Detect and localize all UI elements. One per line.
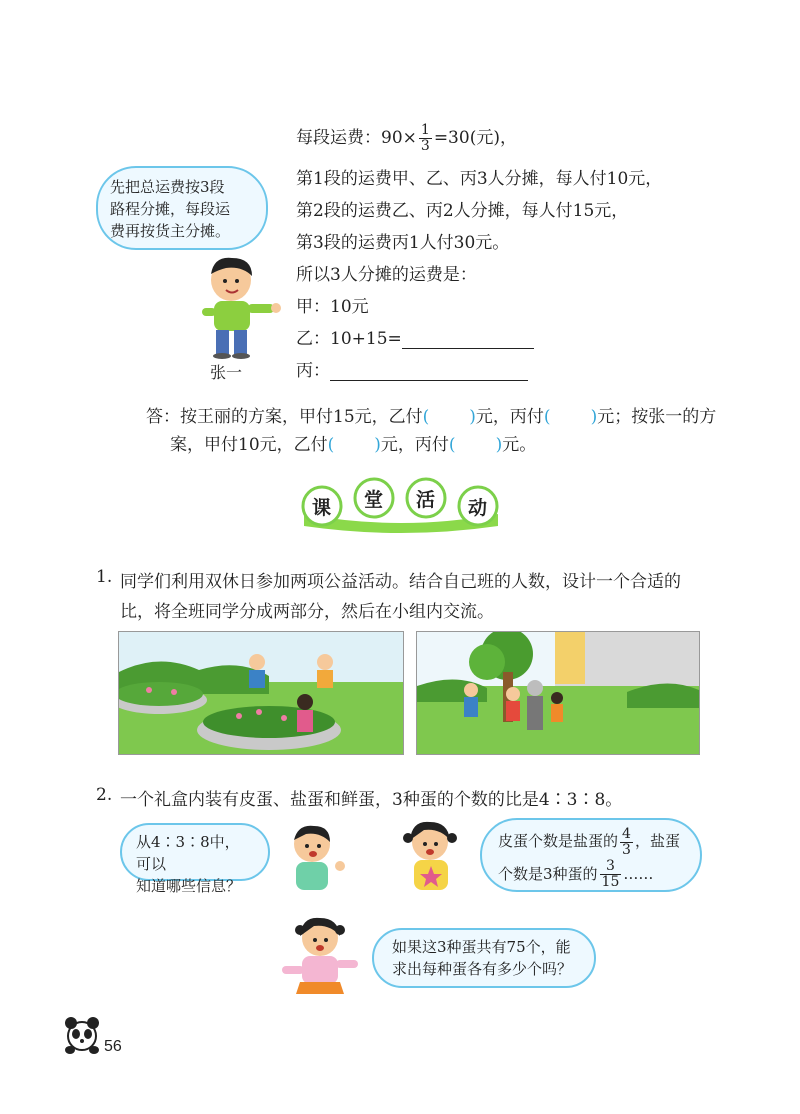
speech-bubble-right: 皮蛋个数是盐蛋的 $\frac{4}{3}$ ，盐蛋 个数是3种蛋的 $\frac{3}{15}$ ……: [480, 818, 702, 892]
answer-line-1: 答：按王丽的方案，甲付15元，乙付( )元，丙付( )元；按张一的方: [146, 407, 717, 427]
banner-char-1: 课: [312, 498, 332, 519]
character-name: 张一: [210, 363, 243, 382]
girl-illustration: [396, 816, 468, 894]
answer-blank[interactable]: [402, 330, 534, 349]
page-number: 56: [104, 1038, 122, 1055]
banner-char-2: 堂: [364, 490, 384, 511]
q1-number: 1.: [96, 567, 113, 587]
calc-line-2: 第1段的运费甲、乙、丙3人分摊，每人付10元，: [296, 169, 663, 189]
tree-planting-illustration: [416, 631, 700, 755]
calc-line-3: 第2段的运费乙、丙2人分摊，每人付15元，: [296, 201, 629, 221]
answer-blank[interactable]: [330, 362, 528, 381]
speech-bubble-bottom: 如果这3种蛋共有75个，能 求出每种蛋各有多少个吗？: [372, 928, 596, 988]
speech-bubble-zhangyi: 先把总运费按3段 路程分摊，每段运 费再按货主分摊。: [96, 166, 268, 250]
fraction: $\frac{1}{3}$: [420, 122, 430, 154]
calc-line-8: 丙：: [296, 356, 528, 381]
speech-bubble-left: 从4∶3∶8中，可以 知道哪些信息？: [120, 823, 270, 881]
fraction: $\frac{3}{15}$: [601, 858, 620, 890]
q2-number: 2.: [96, 785, 113, 805]
calc-line-7: 乙：10+15=: [296, 324, 534, 349]
banner-char-4: 动: [468, 498, 488, 519]
q1-text-line1: 同学们利用双休日参加两项公益活动。结合自己班的人数，设计一个合适的: [120, 572, 681, 592]
fraction: $\frac{4}{3}$: [622, 825, 631, 858]
calc-line-5: 所以3人分摊的运费是：: [296, 265, 477, 285]
q1-text-line2: 比，将全班同学分成两部分，然后在小组内交流。: [120, 602, 494, 622]
calc-line-4: 第3段的运费丙1人付30元。: [296, 233, 510, 253]
boy-illustration: [282, 820, 352, 892]
boy-zhangyi-illustration: [196, 252, 286, 360]
planting-illustration: [118, 631, 404, 755]
girl-pink-illustration: [280, 914, 370, 998]
banner-char-3: 活: [416, 490, 436, 511]
calc-line-1: 每段运费：90× $\frac{1}{3}$ =30(元)，: [296, 122, 517, 154]
answer-line-2: 案，甲付10元，乙付( )元，丙付( )元。: [170, 435, 537, 455]
q2-text-line1: 一个礼盒内装有皮蛋、盐蛋和鲜蛋，3种蛋的个数的比是4∶3∶8。: [120, 790, 623, 810]
calc-line-6: 甲：10元: [296, 297, 369, 317]
panda-icon: [62, 1012, 106, 1056]
